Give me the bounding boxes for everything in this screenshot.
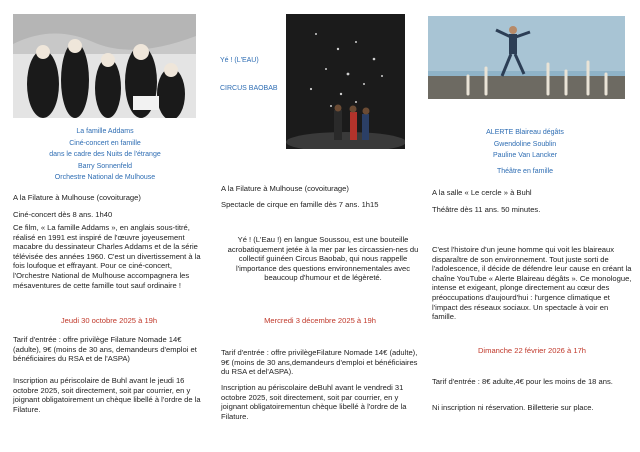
venue-text: A la salle « Le cercle » à Buhl (432, 188, 532, 197)
alerte-blaireau-photo (428, 16, 625, 99)
credit-title: ALERTE Blaireau dégâts (486, 129, 564, 136)
credit-line: Barry Sonnenfeld (77, 162, 133, 170)
description-text: Ce film, « La famille Addams », en anglais sous-titré, réalisé en 1991 est inspiré de l'œuvre joyeusement macabre du dessinateur Charles Addams et de la série télévisée des années 1960. C'est un divertissement à la fois loufoque et effrayant. Pour ce ciné-concert, l'Orchestre National de Mulhouse accompagnera les mésaventures de cette famille tout sauf ordinaire ! (13, 223, 201, 290)
event-date: Jeudi 30 octobre 2025 à 19h (60, 316, 158, 325)
credit-title: La famille Addams (76, 128, 134, 135)
inscription-text: Inscription au périscolaire deBuhl avant le vendredi 31 octobre 2025, soit directement, soit par courrier, en y joignant obligatoirementun chèque libellé à l'ordre de la Filature. (221, 383, 407, 421)
genre-text: Spectacle de cirque en famille dès 7 ans. 1h15 (221, 200, 379, 209)
alerte-credits (470, 127, 580, 177)
credit-line: Ciné-concert en famille (69, 139, 141, 147)
credit-line: Pauline Van Lancker (492, 152, 558, 159)
credit-line: dans le cadre des Nuits de l'étrange (49, 151, 161, 158)
tarif-text: Tarif d'entrée : offre privilègeFilature Nomade 14€ (adulte), 9€ (moins de 30 ans,demandeurs d'emploi et bénéficiaires du RSA et del'ASPA). (221, 348, 418, 377)
inscription-text: Ni inscription ni réservation. Billetterie sur place. (432, 403, 594, 412)
event-date: Dimanche 22 février 2026 à 17h (477, 346, 587, 355)
description-text: C'est l'histoire d'un jeune homme qui voit les blaireaux disparaître de son environnement. Tout juste sorti de l'adolescence, il décide de défendre leur cause en créant la chaîne YouTube « Alerte Blaireau dégâts ». Ce monologue, intense et exigeant, plonge directement au cœur des préoccupations d'aujourd'hui : l'urgence climatique et l'impact des réseaux sociaux. Un spectacle à voir en famille. (432, 245, 632, 322)
event-date: Mercredi 3 décembre 2025 à 19h (264, 316, 376, 325)
tarif-text: Tarif d'entrée : 8€ adulte,4€ pour les moins de 18 ans. (432, 377, 613, 386)
genre-text: Ciné-concert dès 8 ans. 1h40 (13, 210, 113, 219)
circus-baobab-photo (286, 14, 405, 149)
inscription-text: Inscription au périscolaire de Buhl avant le jeudi 16 octobre 2025, soit directement, soit par courrier, en y joignant obligatoirement un chèque libellé à l'ordre de la Filature. (13, 376, 201, 414)
genre-text: Théâtre dès 11 ans. 50 minutes. (432, 205, 541, 214)
circus-credits (220, 56, 290, 93)
addams-credits (40, 126, 170, 184)
venue-text: A la Filature à Mulhouse (covoiturage) (13, 193, 141, 202)
credit-line: Théâtre en famille (496, 167, 554, 175)
credit-line: Gwendoline Soublin (493, 140, 557, 148)
credit-company: CIRCUS BAOBAB (220, 84, 278, 92)
addams-family-photo (13, 14, 196, 118)
venue-text: A la Filature à Mulhouse (covoiturage) (221, 184, 349, 193)
description-text: Yé ! (L'Eau !) en langue Soussou, est une bouteille acrobatiquement jetée à la mer par les circassien-nes du collectif guinéen Circus Baobab, qui nous rappelle l'importance des questions environnementales avec beaucoup d'humour et de légèreté. (227, 235, 419, 283)
credit-line: Orchestre National de Mulhouse (54, 174, 156, 181)
credit-title: Yé ! (L'EAU) (220, 57, 259, 64)
tarif-text: Tarif d'entrée : offre privilège Filature Nomade 14€ (adulte), 9€ (moins de 30 ans, demandeurs d'emploi et bénéficiaires du RSA et de l'ASPA) (13, 335, 197, 364)
